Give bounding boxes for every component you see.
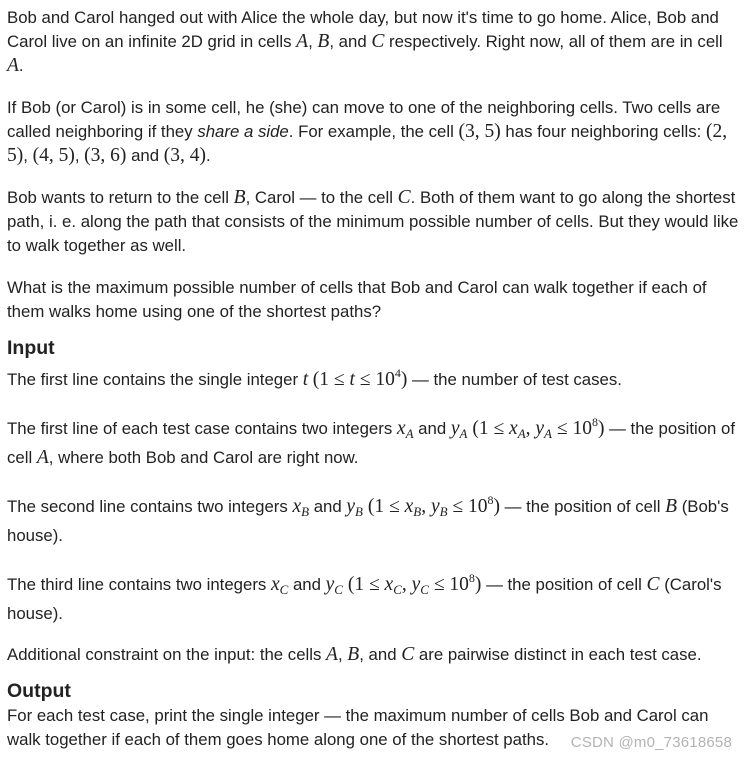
goal-paragraph: Bob wants to return to the cell B, Carol — to the cell C. Both of them want to go along the shortest path, i. e. along the path that consists of the minimum possible number of cells. But they would like to walk together as well. bbox=[7, 187, 739, 255]
input-heading: Input bbox=[7, 337, 55, 359]
input-line-t: The first line contains the single integer t $(1 \le t \le 10^4)$ — the number of test cases. bbox=[7, 366, 622, 390]
output-text: For each test case, print the single integer — the maximum number of cells Bob and Carol can walk together if each of them goes home along one of the shortest paths. bbox=[7, 706, 709, 749]
input-line-a: The first line of each test case contains two integers $x_A$ and $y_A$ ($1 \le x_A$, $y_A \le 10^8$) — the position of cell A, where both Bob and Carol are right now. bbox=[7, 415, 736, 468]
intro-paragraph: Bob and Carol hanged out with Alice the whole day, but now it's time to go home. Alice, Bob and Carol live on an infinite 2D grid in cells A, B, and C respectively. Right now, all of them are in cell A. bbox=[7, 8, 723, 76]
csdn-watermark: CSDN @m0_73618658 bbox=[570, 734, 732, 751]
output-heading: Output bbox=[7, 680, 71, 702]
input-line-b: The second line contains two integers $x_B$ and $y_B$ ($1 \le x_B$, $y_B \le 10^8$) — the position of cell B (Bob's house). bbox=[7, 493, 729, 545]
question-paragraph: What is the maximum possible number of cells that Bob and Carol can walk together if each of them walks home using one of the shortest paths? bbox=[7, 278, 707, 321]
input-line-c: The third line contains two integers $x_C$ and $y_C$ ($1 \le x_C$, $y_C \le 10^8$) — the position of cell C (Carol's house). bbox=[7, 571, 722, 623]
input-constraint: Additional constraint on the input: the cells A, B, and C are pairwise distinct in each test case. bbox=[7, 644, 702, 665]
movement-paragraph: If Bob (or Carol) is in some cell, he (she) can move to one of the neighboring cells. Two cells are called neighboring if they share a side. For example, the cell (3, 5) has four neighboring cells: (2, 5), (4, 5), (3, 6) and (3, 4). bbox=[7, 98, 728, 166]
